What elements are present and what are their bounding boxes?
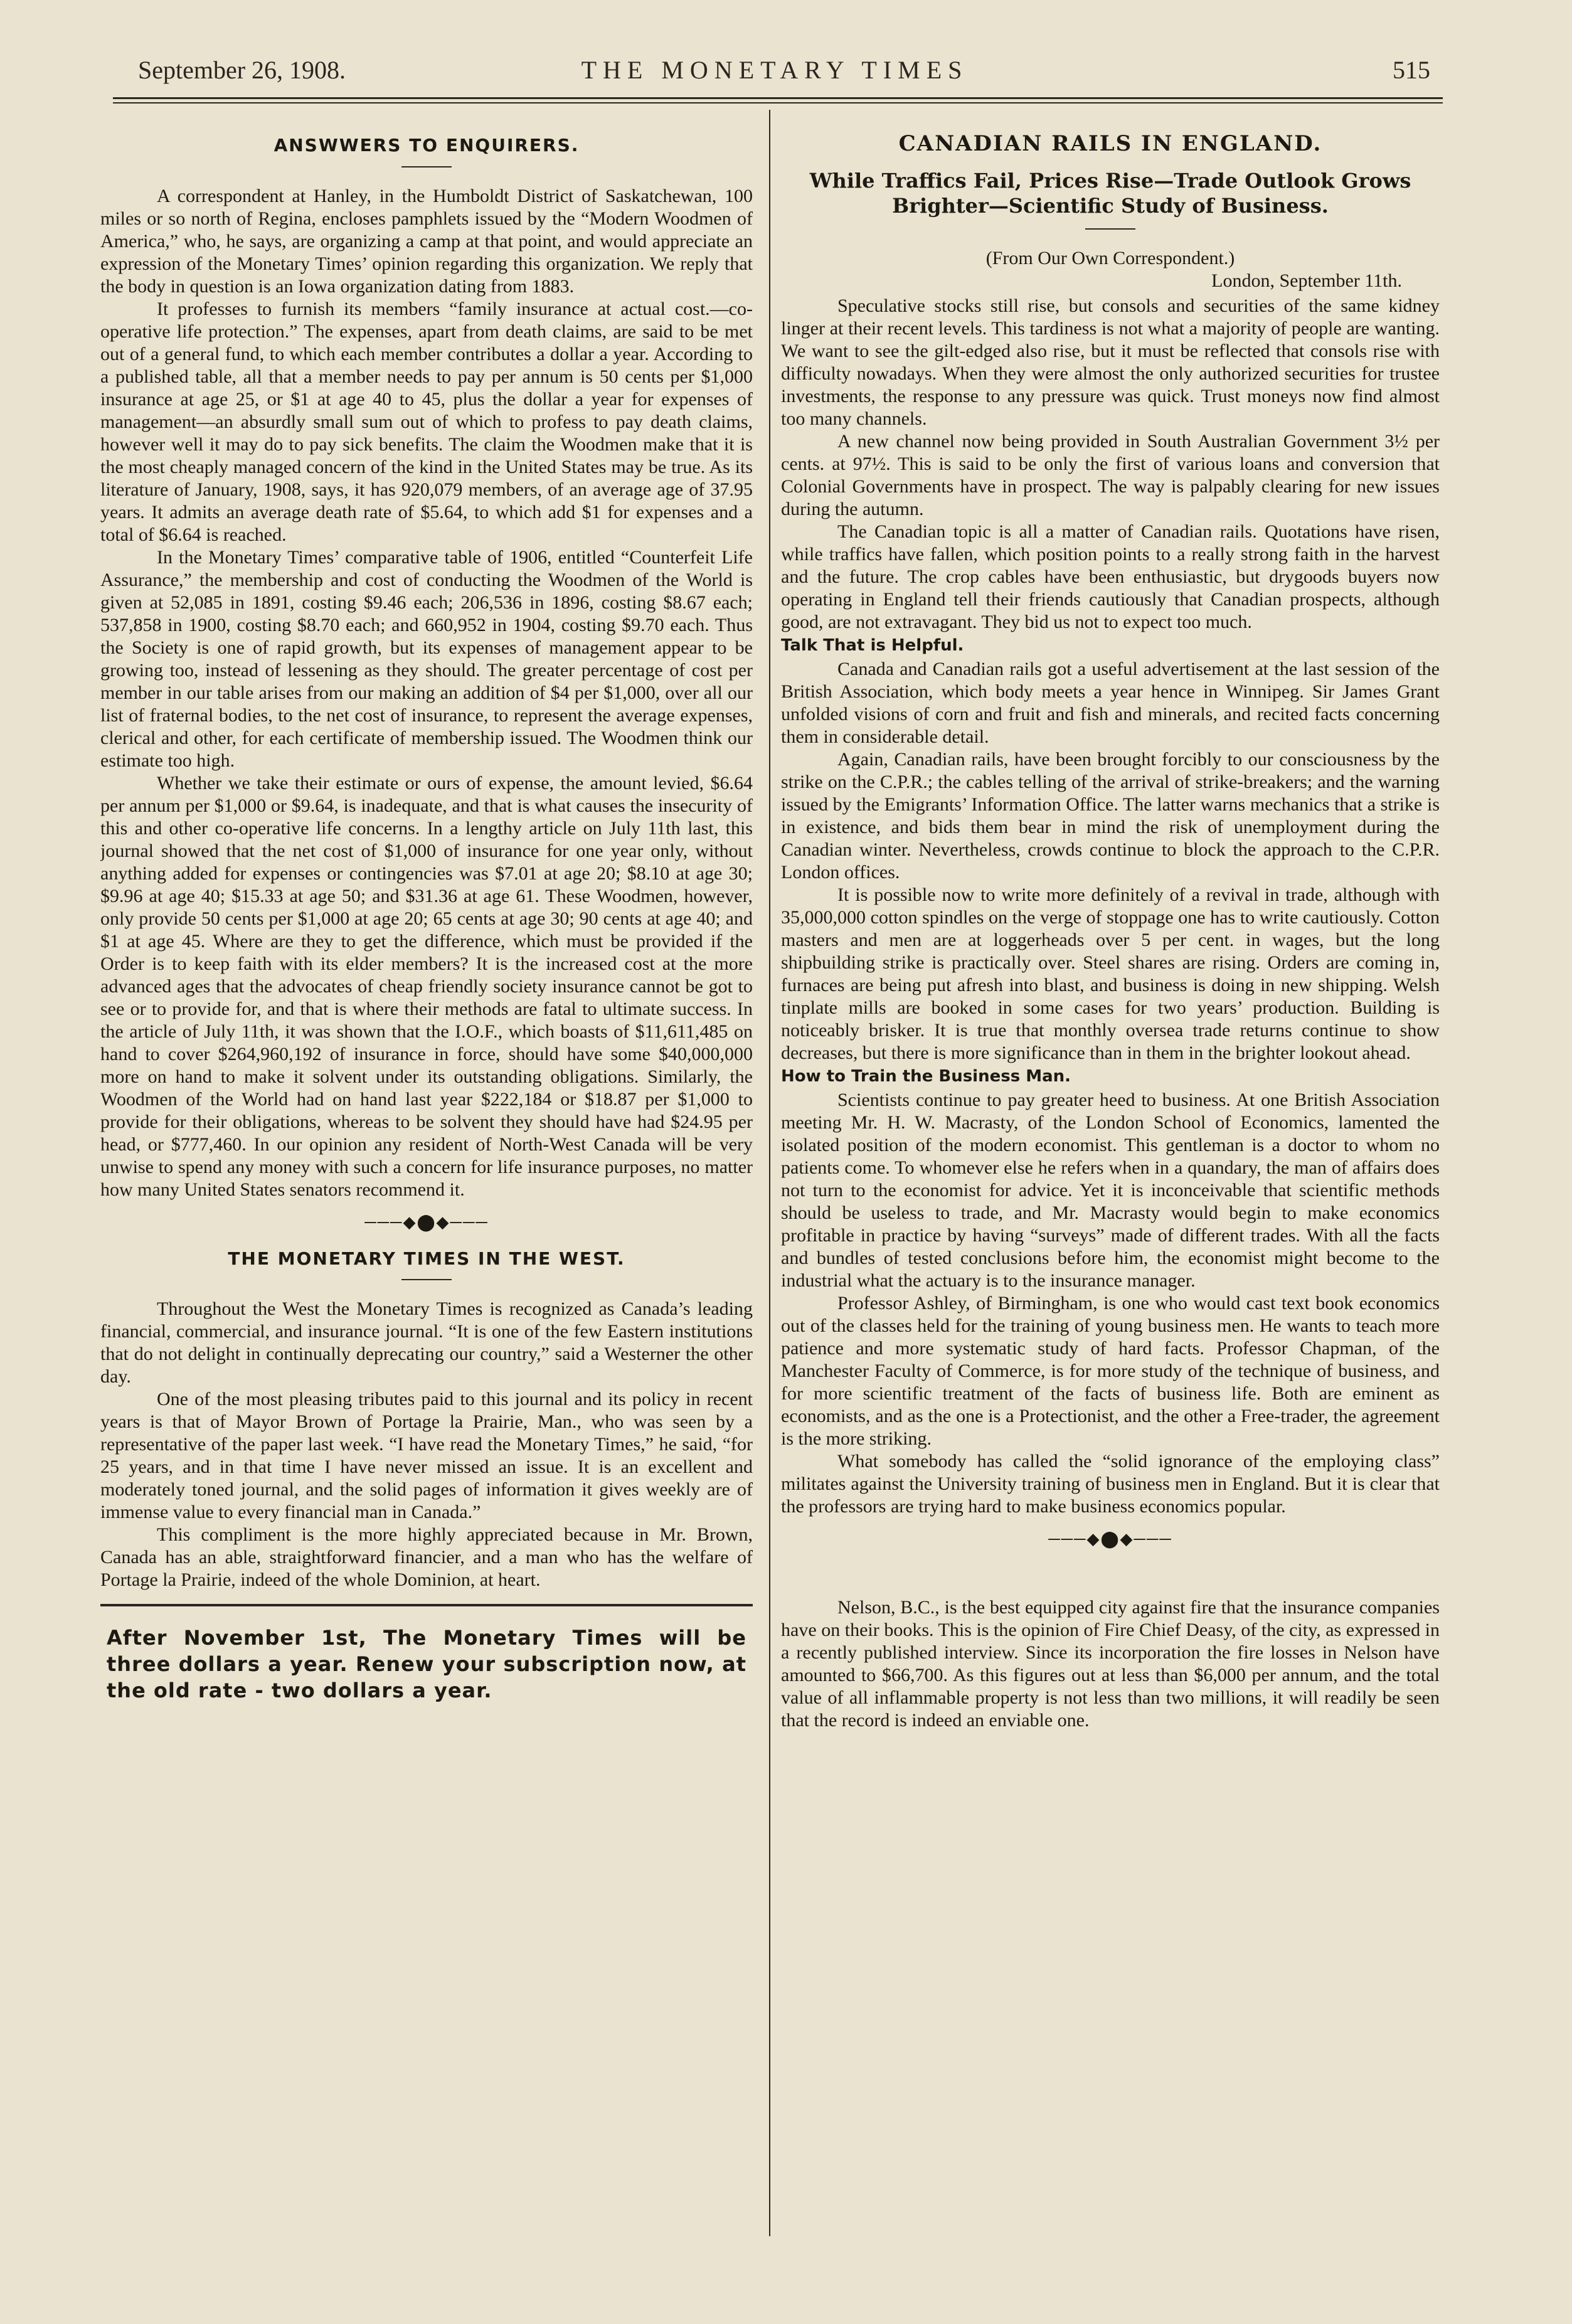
ornament-divider: ───◆⬤◆─── [364,1212,489,1231]
section-rule [100,1604,753,1606]
paragraph: A new channel now being provided in South Australian Government 3½ per cents. at 97½. This is said to be only the first of various loans and conversion that Colonial Governments have in prospect. The way is palpably clearing for new issues during the autumn. [781,430,1440,519]
paragraph: Whether we take their estimate or ours of expense, the amount levied, $6.64 per annum per $1,000 or $9.64, is inadequate, and that is what causes the insecurity of this and other co-operative life concerns. In a lengthy article on July 11th last, this journal showed that the net cost of $1,000 of insurance for one year only, without anything added for expenses or contingencies was $7.01 at age 20; $8.10 at age 30; $9.96 at age 40; $15.33 at age 50; and $31.36 at age 61. These Woodmen, however, only provide 50 cents per $1,000 at age 20; 65 cents at age 30; 90 cents at age 40; and $1 at age 45. Where are they to get the difference, which must be provided if the Order is to keep faith with its elder members? It is the increased cost at the more advanced ages that the advocates of cheap friendly society insurance cannot be got to see or to provide for, and that is where their methods are fatal to ultimate success. In the article of July 11th, it was shown that the I.O.F., which boasts of $11,611,485 on hand to cover $264,960,192 of insurance in force, should have some $40,000,000 more on hand to make it solvent under its outstanding obligations. Similarly, the Woodmen of the World had on hand last year $222,184 or $18.87 per $1,000 to provide for their obligations, whereas to be solvent they should have had $24.95 per head, or $777,460. In our opinion any resident of North-West Canada will be very unwise to spend any money with such a concern for life insurance purposes, no matter how many United States senators recommend it. [100,772,753,1200]
paragraph: Nelson, B.C., is the best equipped city against fire that the insurance companies have on their books. This is the opinion of Fire Chief Deasy, of the city, as expressed in a recently published interview. Since its incorporation the fire losses in Nelson have amounted to $66,700. As this figures out at less than $6,000 per annum, and the total value of all inflammable property is not less than two millions, it will readily be seen that the record is indeed an enviable one. [781,1597,1440,1731]
side-heading-talk-helpful: Talk That is Helpful. [781,635,964,655]
header-date: September 26, 1908. [138,56,346,84]
heading-rule [401,166,452,167]
header-rule-top [113,97,1443,99]
paragraph: Canada and Canadian rails got a useful advertisement at the last session of the British Association, which body meets a year hence in Winnipeg. Sir James Grant unfolded visions of corn and fruit and fish and minerals, and recited facts concerning them in considerable detail. [781,658,1440,747]
page-number: 515 [1393,56,1430,84]
subscription-notice: After November 1st, The Monetary Times will be three dollars a year. Renew your subscription now, at the old rate - two dollars a year. [107,1626,746,1702]
paragraph: One of the most pleasing tributes paid to this journal and its policy in recent years is that of Mayor Brown of Portage la Prairie, Man., who was seen by a representative of the paper last week. “I have read the Monetary Times,” he said, “for 25 years, and in that time I have never missed an issue. It is an excellent and moderately toned journal, and the solid pages of information it gives weekly are of immense value to every financial man in Canada.” [100,1389,753,1523]
header-title: THE MONETARY TIMES [581,56,969,84]
column-divider [769,110,770,2236]
left-column [100,129,753,2261]
paragraph: Throughout the West the Monetary Times is recognized as Canada’s leading financial, commercial, and insurance journal. “It is one of the few Eastern institutions that do not delight in continually deprecating our country,” said a Westerner the other day. [100,1298,753,1388]
subheading: While Traffics Fail, Prices Rise—Trade Outlook Grows Brighter—Scientific Study of Business. [809,168,1411,218]
paragraph: It is possible now to write more definitely of a revival in trade, although with 35,000,000 cotton spindles on the verge of stoppage one has to write cautiously. Cotton masters and men are at loggerheads over 5 per cent. in wages, but the long shipbuilding strike is practically over. Steel shares are rising. Orders are coming in, furnaces are being put afresh into blast, and business is doing in new shipping. Welsh tinplate mills are booked in some cases for two years’ production. Building is noticeably brisker. It is true that monthly oversea trade returns continue to show decreases, but there is more significance than in them in the brighter lookout ahead. [781,884,1440,1063]
heading-monetary-times-west: THE MONETARY TIMES IN THE WEST. [228,1248,625,1269]
heading-answers-to-enquirers: ANSWWERS TO ENQUIRERS. [274,135,580,156]
paragraph: What somebody has called the “solid ignorance of the employing class” militates against the University training of business men in England. But it is clear that the professors are trying hard to make business economics popular. [781,1451,1440,1517]
header-rule-bottom [113,102,1443,103]
paragraph: In the Monetary Times’ comparative table of 1906, entitled “Counterfeit Life Assurance,” the membership and cost of conducting the Woodmen of the World is given at 52,085 in 1891, costing $9.46 each; 206,536 in 1896, costing $8.67 each; 537,858 in 1900, costing $8.70 each; and 660,952 in 1904, costing $9.70 each. Thus the Society is one of rapid growth, but its expenses of management appear to be growing too, instead of lessening as they should. The greater percentage of cost per member in our table arises from our making an addition of $4 per $1,000, over all our list of fraternal bodies, to the net cost of insurance, to represent the average expenses, clerical and other, for each certificate of membership issued. The Woodmen think our estimate too high. [100,546,753,771]
heading-rule [1085,228,1135,230]
paragraph: This compliment is the more highly appreciated because in Mr. Brown, Canada has an able, straightforward financier, and a man who has the welfare of Portage la Prairie, indeed of the whole Dominion, at heart. [100,1524,753,1591]
spacer [781,1565,1440,1596]
correspondent-line: (From Our Own Correspondent.) [985,247,1235,268]
page-header [113,55,1437,93]
dateline: London, September 11th. [1211,270,1402,291]
side-heading-train-business-man: How to Train the Business Man. [781,1066,1071,1086]
paragraph: Again, Canadian rails, have been brought forcibly to our consciousness by the strike on the C.P.R.; the cables telling of the arrival of strike-breakers; and the warning issued by the Emigrants’ Information Office. The latter warns mechanics that a strike is in existence, and bids them bear in mind the risk of unemployment during the Canadian winter. Nevertheless, crowds continue to block the approach to the C.P.R. London offices. [781,748,1440,883]
ornament-divider: ───◆⬤◆─── [1048,1530,1172,1549]
paragraph: The Canadian topic is all a matter of Canadian rails. Quotations have risen, while traffics have fallen, which position points to a really strong faith in the harvest and the future. The crop cables have been enthusiastic, but drygoods buyers now operating in England tell their friends cautiously that Canadian prospects, although good, are not extravagant. They bid us not to expect too much. [781,521,1440,632]
paragraph: Professor Ashley, of Birmingham, is one who would cast text book economics out of the classes held for the training of young business men. He wants to teach more patience and more systematic study of hard facts. Professor Chapman, of the Manchester Faculty of Commerce, is for more study of the technique of business, and for more scientific treatment of the facts of business life. Both are eminent as economists, and as the one is a Protectionist, and the other a Free-trader, the agreement is the more striking. [781,1293,1440,1450]
heading-canadian-rails: CANADIAN RAILS IN ENGLAND. [898,131,1322,156]
paragraph: A correspondent at Hanley, in the Humboldt District of Saskatchewan, 100 miles or so north of Regina, encloses pamphlets issued by the “Modern Woodmen of America,” who, he says, are organizing a camp at that point, and would appreciate an expression of the Monetary Times’ opinion regarding this organization. We reply that the body in question is an Iowa organization dating from 1883. [100,185,753,297]
right-column [781,129,1440,2261]
paragraph: Speculative stocks still rise, but consols and securities of the same kidney linger at their recent levels. This tardiness is not what a majority of people are wanting. We want to see the gilt-edged also rise, but it must be reflected that consols rise with difficulty nowadays. When they were almost the only authorized securities for trustee investments, the response to any pressure was quick. Trust moneys now find almost too many channels. [781,295,1440,429]
heading-rule [401,1279,452,1280]
paragraph: It professes to furnish its members “family insurance at actual cost.—co-operative life protection.” The expenses, apart from death claims, are said to be met out of a general fund, to which each member contributes a dollar a year. According to a published table, all that a member needs to pay per annum is 50 cents per $1,000 insurance at age 25, or $1 at age 40 to 45, plus the dollar a year for expenses of management—an absurdly small sum out of which to profess to pay death claims, however well it may do to pay sick benefits. The claim the Woodmen make that it is the most cheaply managed concern of the kind in the United States may be true. As its literature of January, 1908, says, it has 920,079 members, of an average age of 37.95 years. It admits an average death rate of $5.64, to which add $1 for expenses and a total of $6.64 is reached. [100,298,753,545]
paragraph: Scientists continue to pay greater heed to business. At one British Association meeting Mr. H. W. Macrasty, of the London School of Economics, lamented the isolated position of the modern economist. This gentleman is a doctor to whom no patients come. To whomever else he refers when in a quandary, the man of affairs does not turn to the economist for advice. Yet it is inconceivable that scientific methods should be useless to trade, and Mr. Macrasty would begin to make economics profitable in practice by having “surveys” made of different trades. With all the facts and bundles of tested conclusions before him, the economist might become to the industrial what the actuary is to the insurance manager. [781,1090,1440,1292]
